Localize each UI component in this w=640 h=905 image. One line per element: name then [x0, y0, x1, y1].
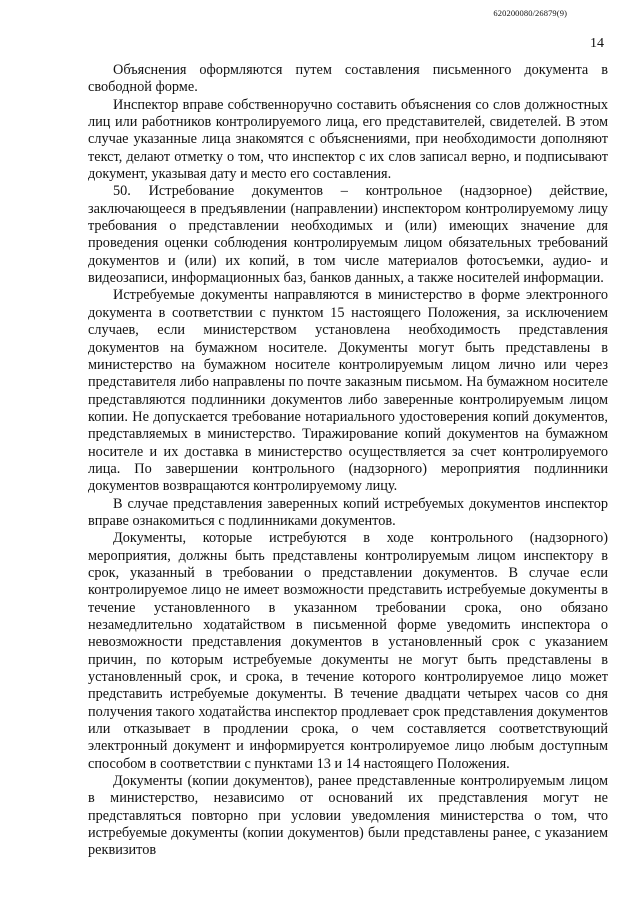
paragraph: Истребуемые документы направляются в министерство в форме электронного документа в соответствии с пунктом 15 настоящего Положения, за исключением случаев, если министерством установлена необходимость представления документов на бумажном носителе. Документы могут быть представлены в министерство на бумажном носителе контролируемым лицом лично или через представителя либо направлены по почте заказным письмом. На бумажном носителе представляются подлинники документов либо заверенные контролируемым лицом копии. Не допускается требование нотариального удостоверения копий документов, представляемых в министерство. Тиражирование копий документов на бумажном носителе и их доставка в министерство осуществляется за счет контролируемого лица. По завершении контрольного (надзорного) мероприятия подлинники документов возвращаются контролируемому лицу. — [88, 287, 608, 495]
page-number: 14 — [590, 36, 604, 51]
paragraph: Объяснения оформляются путем составления письменного документа в свободной форме. — [88, 62, 608, 96]
paragraph: 50. Истребование документов – контрольное (надзорное) действие, заключающееся в предъявлении (направлении) инспектором контролируемому лицу требования о представлении необходимых и (или) имеющих значение для проведения оценки соблюдения контролируемым лицом обязательных требований документов и (или) их копий, в том числе материалов фотосъемки, аудио- и видеозаписи, информационных баз, банков данных, а также носителей информации. — [88, 183, 608, 287]
paragraph: В случае представления заверенных копий истребуемых документов инспектор вправе ознакомиться с подлинниками документов. — [88, 495, 608, 529]
paragraph: Документы, которые истребуются в ходе контрольного (надзорного) мероприятия, должны быть представлены контролируемым лицом инспектору в срок, указанный в требовании о представлении документов. В случае если контролируемое лицо не имеет возможности представить истребуемые документы в течение установленного в указанном требовании срока, оно обязано незамедлительно ходатайством в письменной форме уведомить инспектора о невозможности представления документов в установленный срок с указанием причин, по которым истребуемые документы не могут быть представлены в установленный срок, и срока, в течение которого контролируемое лицо может представить истребуемые документы. В течение двадцати четырех часов со дня получения такого ходатайства инспектор продлевает срок представления документов или отказывает в продлении срока, о чем составляется соответствующий электронный документ и информируется контролируемое лицо любым доступным способом в соответствии с пунктами 13 и 14 настоящего Положения. — [88, 530, 608, 772]
document-body — [88, 62, 608, 897]
document-code: 620200080/26879(9) — [493, 8, 567, 18]
paragraph: Инспектор вправе собственноручно составить объяснения со слов должностных лиц или работников контролируемого лица, его представителей, свидетелей. В этом случае указанные лица знакомятся с объяснениями, при необходимости дополняют текст, делают отметку о том, что инспектор с их слов записал верно, и подписывают документ, указывая дату и место его составления. — [88, 96, 608, 183]
paragraph: Документы (копии документов), ранее представленные контролируемым лицом в министерство, независимо от оснований их представления могут не представляться повторно при условии уведомления министерства о том, что истребуемые документы (копии документов) были представлены ранее, с указанием реквизитов — [88, 773, 608, 859]
